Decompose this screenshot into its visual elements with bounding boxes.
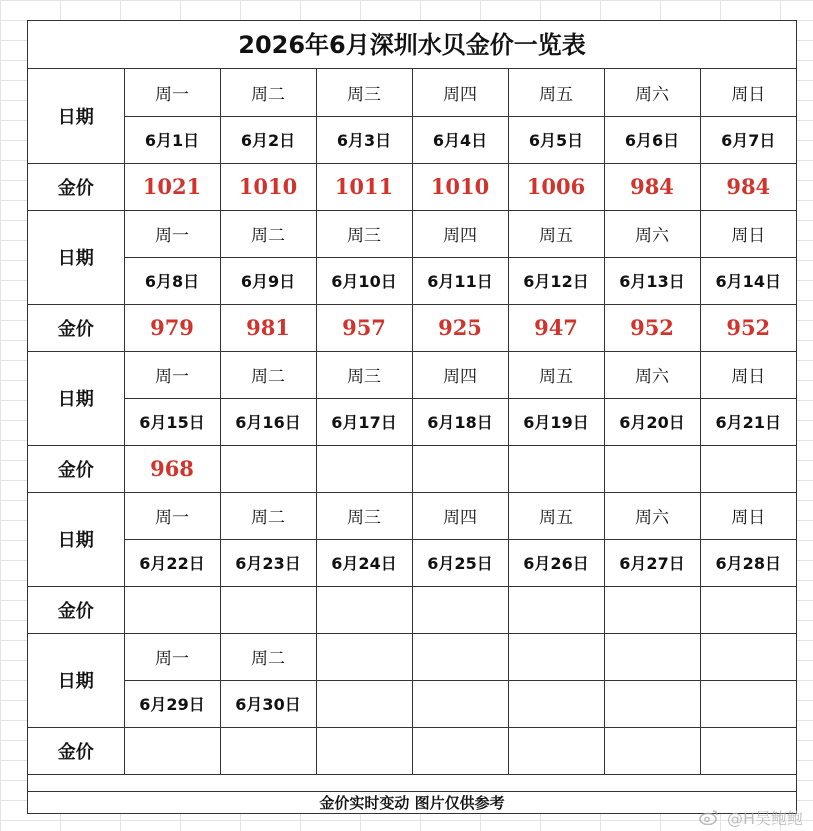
price-cell	[604, 727, 700, 774]
weekday-cell: 周一	[124, 210, 220, 257]
date-row	[28, 257, 796, 304]
date-cell: 6月18日	[412, 398, 508, 445]
price-row	[28, 304, 796, 351]
price-cell: 947	[508, 304, 604, 351]
weekday-cell	[316, 633, 412, 680]
gold-price-table	[27, 20, 797, 814]
price-cell	[508, 586, 604, 633]
weekday-cell: 周五	[508, 210, 604, 257]
price-row	[28, 445, 796, 492]
price-cell: 1021	[124, 163, 220, 210]
weekday-cell: 周二	[220, 210, 316, 257]
price-cell: 1010	[220, 163, 316, 210]
weekday-row	[28, 69, 796, 116]
weibo-icon	[699, 809, 719, 829]
price-cell	[316, 586, 412, 633]
price-cell: 952	[604, 304, 700, 351]
weekday-cell: 周四	[412, 69, 508, 116]
date-cell	[316, 680, 412, 727]
weekday-cell: 周日	[700, 69, 796, 116]
date-cell: 6月16日	[220, 398, 316, 445]
price-row	[28, 163, 796, 210]
weekday-cell: 周二	[220, 633, 316, 680]
weekday-cell	[508, 633, 604, 680]
watermark	[699, 806, 803, 830]
price-cell: 979	[124, 304, 220, 351]
weekday-cell: 周日	[700, 210, 796, 257]
price-grid	[28, 69, 796, 775]
date-cell: 6月3日	[316, 116, 412, 163]
weekday-cell: 周四	[412, 210, 508, 257]
price-cell	[316, 727, 412, 774]
weekday-cell: 周六	[604, 210, 700, 257]
date-cell: 6月7日	[700, 116, 796, 163]
date-cell: 6月11日	[412, 257, 508, 304]
price-cell: 981	[220, 304, 316, 351]
date-row-label: 日期	[28, 69, 124, 163]
weekday-row	[28, 210, 796, 257]
price-cell	[316, 445, 412, 492]
price-row	[28, 727, 796, 774]
weekday-row	[28, 492, 796, 539]
table-title: 2026年6月深圳水贝金价一览表	[28, 21, 796, 69]
weekday-cell: 周二	[220, 492, 316, 539]
price-cell	[220, 727, 316, 774]
weekday-cell	[604, 633, 700, 680]
date-row-label: 日期	[28, 492, 124, 586]
weekday-cell: 周一	[124, 69, 220, 116]
weekday-cell: 周五	[508, 351, 604, 398]
weekday-cell: 周六	[604, 351, 700, 398]
weekday-cell: 周三	[316, 492, 412, 539]
date-cell	[604, 680, 700, 727]
price-cell	[604, 445, 700, 492]
weekday-cell	[700, 633, 796, 680]
weekday-cell	[412, 633, 508, 680]
price-cell	[412, 445, 508, 492]
weekday-cell: 周日	[700, 492, 796, 539]
price-cell	[700, 445, 796, 492]
price-row-label: 金价	[28, 304, 124, 351]
weekday-cell: 周一	[124, 633, 220, 680]
weekday-row	[28, 633, 796, 680]
weekday-cell: 周三	[316, 210, 412, 257]
price-cell: 957	[316, 304, 412, 351]
date-cell: 6月22日	[124, 539, 220, 586]
price-cell: 984	[604, 163, 700, 210]
price-cell: 925	[412, 304, 508, 351]
watermark-text: @H吴鲍鲍	[726, 808, 803, 828]
price-cell	[220, 586, 316, 633]
date-cell	[412, 680, 508, 727]
price-cell: 984	[700, 163, 796, 210]
date-cell: 6月14日	[700, 257, 796, 304]
date-cell: 6月29日	[124, 680, 220, 727]
price-cell: 1006	[508, 163, 604, 210]
date-cell: 6月17日	[316, 398, 412, 445]
price-cell	[700, 586, 796, 633]
price-cell	[220, 445, 316, 492]
price-cell: 952	[700, 304, 796, 351]
date-row	[28, 398, 796, 445]
price-cell	[124, 586, 220, 633]
weekday-cell: 周三	[316, 69, 412, 116]
date-cell: 6月24日	[316, 539, 412, 586]
weekday-cell: 周二	[220, 69, 316, 116]
price-row	[28, 586, 796, 633]
date-cell: 6月20日	[604, 398, 700, 445]
price-cell	[412, 586, 508, 633]
price-cell: 1010	[412, 163, 508, 210]
weekday-cell: 周二	[220, 351, 316, 398]
weekday-cell: 周一	[124, 351, 220, 398]
weekday-cell: 周一	[124, 492, 220, 539]
date-cell: 6月10日	[316, 257, 412, 304]
date-cell	[508, 680, 604, 727]
weekday-cell: 周四	[412, 492, 508, 539]
price-row-label: 金价	[28, 445, 124, 492]
date-row	[28, 680, 796, 727]
date-row-label: 日期	[28, 210, 124, 304]
date-cell: 6月4日	[412, 116, 508, 163]
date-cell: 6月15日	[124, 398, 220, 445]
price-cell	[700, 727, 796, 774]
date-row	[28, 539, 796, 586]
date-cell: 6月23日	[220, 539, 316, 586]
table-footer-note: 金价实时变动 图片仅供参考	[28, 791, 796, 813]
date-row	[28, 116, 796, 163]
weekday-cell: 周六	[604, 69, 700, 116]
price-cell	[412, 727, 508, 774]
weekday-cell: 周三	[316, 351, 412, 398]
weekday-cell: 周六	[604, 492, 700, 539]
price-cell	[508, 727, 604, 774]
date-cell: 6月13日	[604, 257, 700, 304]
weekday-cell: 周五	[508, 492, 604, 539]
price-cell: 968	[124, 445, 220, 492]
date-cell: 6月19日	[508, 398, 604, 445]
date-cell: 6月1日	[124, 116, 220, 163]
date-cell: 6月21日	[700, 398, 796, 445]
price-cell	[124, 727, 220, 774]
price-cell	[508, 445, 604, 492]
date-cell: 6月5日	[508, 116, 604, 163]
price-cell	[604, 586, 700, 633]
price-row-label: 金价	[28, 727, 124, 774]
price-row-label: 金价	[28, 586, 124, 633]
date-cell: 6月28日	[700, 539, 796, 586]
date-cell: 6月25日	[412, 539, 508, 586]
weekday-cell: 周四	[412, 351, 508, 398]
date-cell: 6月27日	[604, 539, 700, 586]
price-row-label: 金价	[28, 163, 124, 210]
date-cell: 6月12日	[508, 257, 604, 304]
date-row-label: 日期	[28, 351, 124, 445]
weekday-row	[28, 351, 796, 398]
date-cell	[700, 680, 796, 727]
price-cell: 1011	[316, 163, 412, 210]
date-cell: 6月26日	[508, 539, 604, 586]
weekday-cell: 周五	[508, 69, 604, 116]
date-cell: 6月6日	[604, 116, 700, 163]
date-cell: 6月9日	[220, 257, 316, 304]
date-cell: 6月8日	[124, 257, 220, 304]
date-cell: 6月30日	[220, 680, 316, 727]
date-row-label: 日期	[28, 633, 124, 727]
weekday-cell: 周日	[700, 351, 796, 398]
date-cell: 6月2日	[220, 116, 316, 163]
